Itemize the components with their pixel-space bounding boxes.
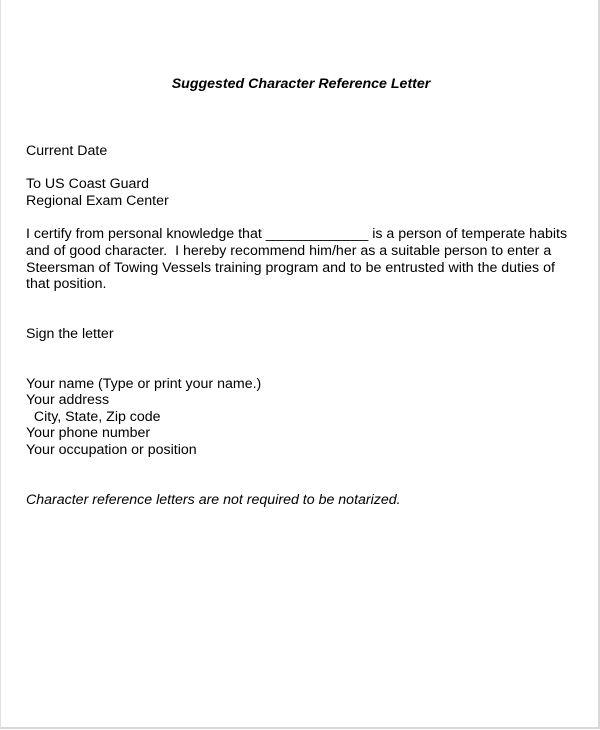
signature-line: Your name (Type or print your name.) (26, 376, 262, 392)
signature-line: Your address (26, 392, 110, 408)
body-line: I certify from personal knowledge that _____________ is a person of temperate habits (26, 226, 568, 242)
body-line: Steersman of Towing Vessels training program and to be entrusted with the duties of (26, 260, 555, 276)
current-date: Current Date (26, 143, 108, 159)
signature-line: Your phone number (26, 425, 151, 441)
notarization-note: Character reference letters are not required to be notarized. (26, 492, 401, 508)
sign-instruction: Sign the letter (26, 326, 114, 342)
recipient-line: To US Coast Guard (26, 176, 150, 192)
recipient-line: Regional Exam Center (26, 193, 169, 209)
body-line: that position. (26, 276, 107, 292)
body-line: and of good character. I hereby recommend him/her as a suitable person to enter a (26, 243, 552, 259)
letter-title: Suggested Character Reference Letter (171, 76, 431, 92)
signature-line: City, State, Zip code (26, 409, 161, 425)
signature-line: Your occupation or position (26, 442, 197, 458)
